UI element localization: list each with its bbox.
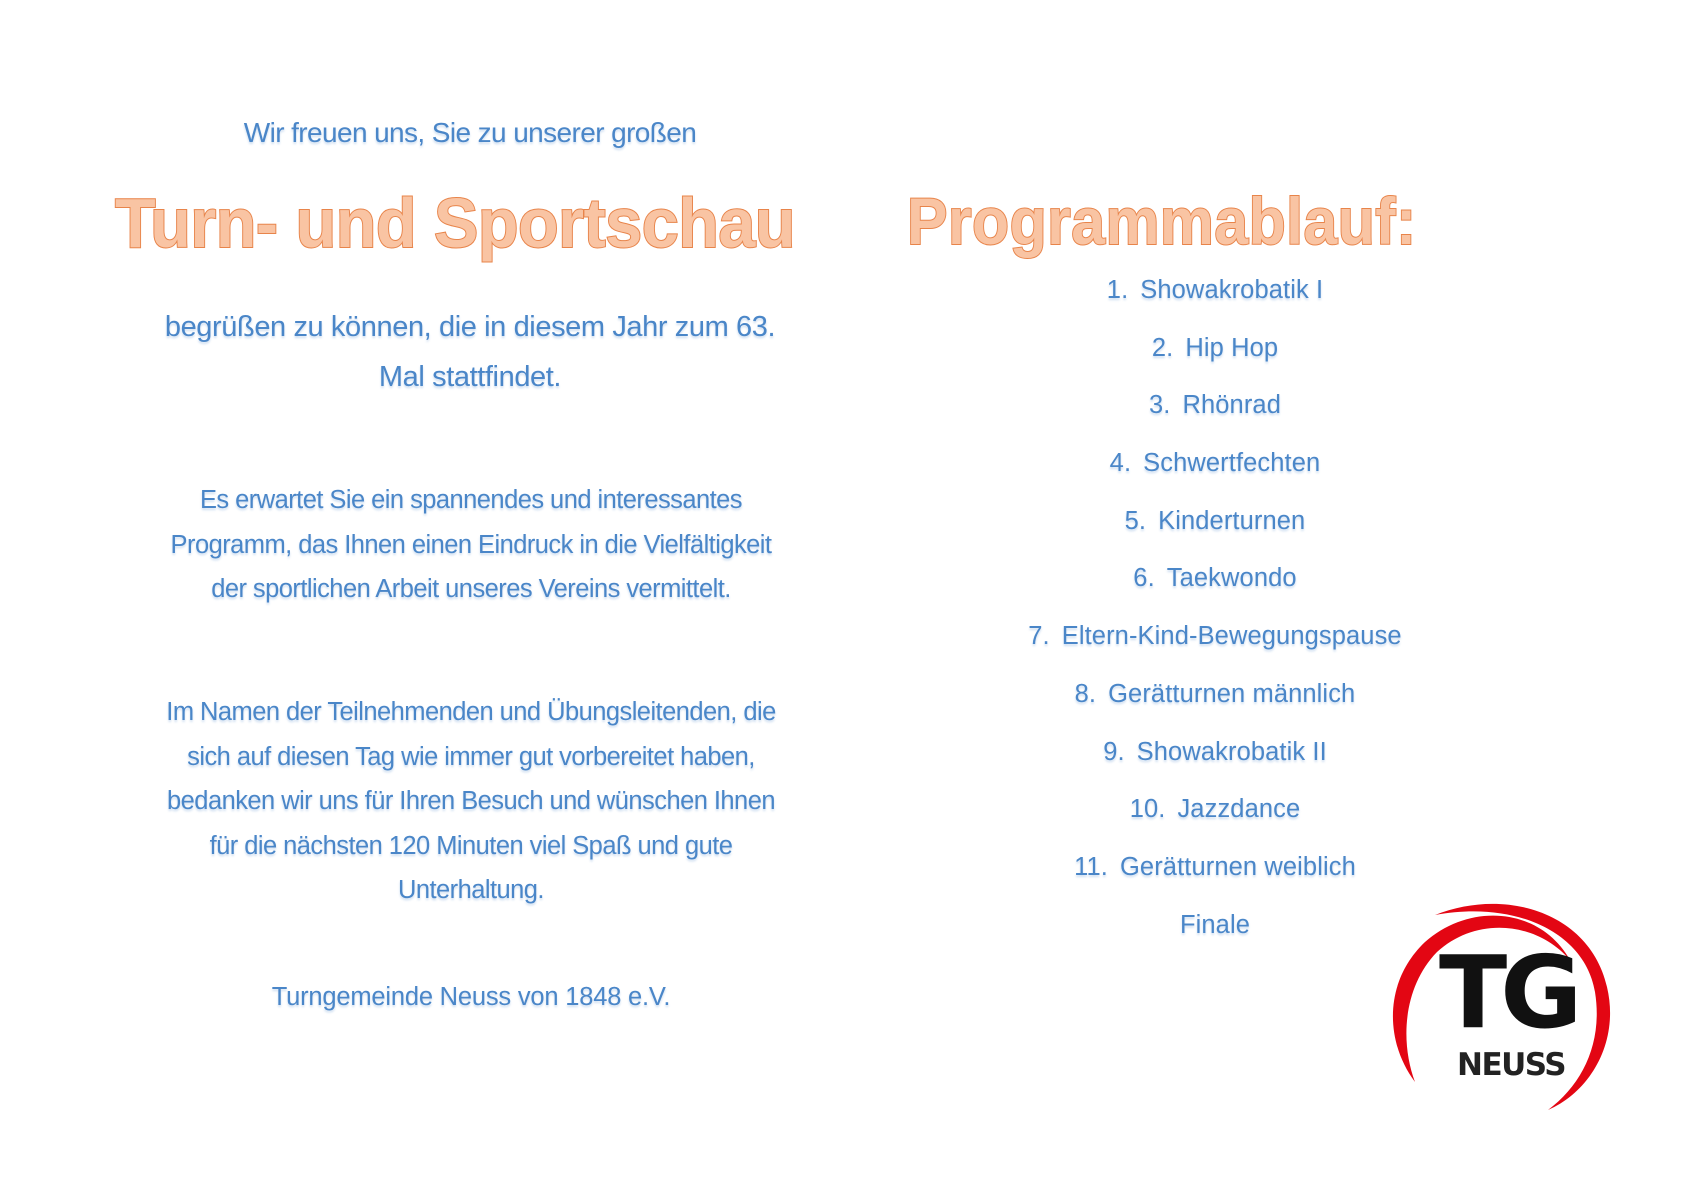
program-item-label: Taekwondo (1166, 564, 1297, 593)
program-item (1028, 274, 1401, 332)
program-item-number: 10. (1129, 795, 1166, 824)
paragraph-line: Es erwartet Sie ein spannendes und interessantes (199, 486, 743, 514)
program-item-number: 4. (1109, 449, 1132, 478)
program-item-label: Schwertfechten (1143, 449, 1321, 478)
logo-tg-text: TG (1439, 934, 1576, 1051)
program-item (1028, 332, 1401, 390)
program-item-label: Eltern-Kind-Bewegungspause (1061, 622, 1402, 651)
program-item (1028, 562, 1401, 620)
paragraph-line: Unterhaltung. (398, 876, 544, 904)
greeting-line: begrüßen zu können, die in diesem Jahr zum 63. (164, 311, 776, 343)
club-signature: Turngemeinde Neuss von 1848 e.V. (271, 983, 671, 1011)
paragraph-line: Programm, das Ihnen einen Eindruck in die Vielfältigkeit (170, 530, 772, 559)
program-item (1028, 620, 1401, 678)
program-item-label: Gerätturnen männlich (1108, 679, 1356, 708)
program-item-number: 3. (1148, 391, 1171, 420)
program-item-label: Hip Hop (1185, 333, 1279, 362)
program-item-number: 7. (1028, 622, 1050, 651)
program-item-number: 11. (1074, 852, 1108, 881)
program-item-label: Gerätturnen weiblich (1119, 852, 1356, 881)
program-item (1028, 447, 1401, 505)
program-item-label: Showakrobatik I (1140, 276, 1324, 304)
program-item-label: Kinderturnen (1158, 506, 1306, 535)
greeting-line: Mal stattfindet. (378, 361, 562, 393)
program-item-label: Jazzdance (1177, 795, 1301, 824)
intro-text: Wir freuen uns, Sie zu unserer großen (243, 117, 697, 148)
paragraph-line: sich auf diesen Tag wie immer gut vorbereitet haben, (187, 742, 755, 771)
event-title: Turn- und Sportschau (115, 184, 796, 262)
paragraph-line: bedanken wir uns für Ihren Besuch und wünschen Ihnen (167, 787, 775, 815)
program-item-label: Finale (1179, 910, 1251, 939)
program-item-number: 2. (1151, 333, 1174, 362)
program-item (1028, 736, 1401, 794)
program-item (1028, 678, 1401, 736)
program-title: Programmablauf: (907, 184, 1417, 258)
program-item (1028, 389, 1401, 447)
paragraph-line: der sportlichen Arbeit unseres Vereins vermittelt. (211, 575, 731, 603)
program-item-number: 5. (1124, 506, 1147, 535)
program-item-finale (1028, 909, 1401, 967)
program-item (1028, 505, 1401, 563)
program-item-number: 1. (1106, 276, 1129, 304)
program-item-label: Rhönrad (1182, 391, 1281, 420)
paragraph-line: für die nächsten 120 Minuten viel Spaß und gute (209, 831, 733, 860)
program-description-paragraph (171, 478, 772, 612)
program-item-label: Showakrobatik II (1136, 737, 1327, 766)
program-item (1028, 793, 1401, 851)
program-item (1028, 851, 1401, 909)
paragraph-line: Im Namen der Teilnehmenden und Übungsleitenden, die (166, 698, 776, 726)
thanks-paragraph (166, 690, 775, 913)
logo-neuss-text: NEUSS (1457, 1047, 1566, 1083)
tg-neuss-logo (1385, 892, 1625, 1117)
program-item-number: 9. (1103, 737, 1125, 766)
program-list (1028, 274, 1401, 966)
greeting-text (165, 302, 775, 402)
program-item-number: 6. (1133, 564, 1155, 593)
program-item-number: 8. (1074, 679, 1097, 708)
